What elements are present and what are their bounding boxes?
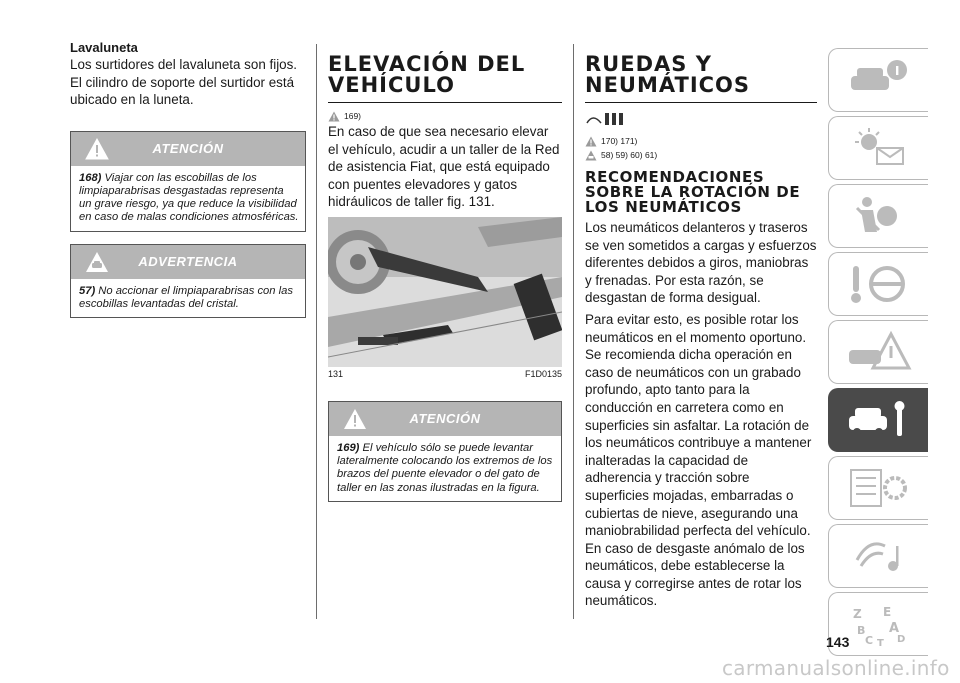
warning-header [71, 245, 305, 279]
reference-line [585, 134, 817, 148]
title-line-2: NEUMÁTICOS [585, 73, 751, 97]
section-paragraph: Los surtidores del lavaluneta son fijos. El cilindro de soporte del surtidor está ubicado en la luneta. [70, 57, 298, 108]
caution-number: 169) [337, 441, 360, 454]
warning-number: 57) [79, 284, 96, 297]
car-wrench-icon [843, 396, 915, 444]
tab-emergency[interactable] [828, 320, 928, 384]
subtitle-line-2: SOBRE LA ROTACIÓN DE [585, 183, 801, 201]
car-warning-small-icon [585, 150, 597, 161]
column-left [70, 40, 306, 318]
title-line-1: RUEDAS Y [585, 52, 712, 76]
subtitle-line-3: LOS NEUMÁTICOS [585, 198, 742, 216]
warning-box [70, 244, 306, 318]
reference-line [585, 148, 817, 162]
caution-label: ATENCIÓN [152, 141, 224, 157]
column-divider [316, 44, 317, 619]
alphabetical-index-icon [843, 600, 915, 648]
caution-triangle-icon [85, 138, 109, 160]
section-title [328, 40, 562, 103]
column-middle [328, 40, 562, 502]
title-line-1: ELEVACIÓN DEL [328, 52, 526, 76]
section-paragraph: En caso de que sea necesario elevar el vehículo, acudir a un taller de la Red de asistencia Fiat, que está equipado con puentes elevadores y gatos hidráulicos de taller fig. 131. [328, 124, 560, 210]
multimedia-icon [843, 532, 915, 580]
tab-maintenance[interactable] [828, 388, 928, 452]
airbag-safety-icon [843, 192, 915, 240]
figure-code: F1D0135 [524, 368, 562, 379]
steering-key-icon [843, 260, 915, 308]
caution-box [328, 401, 562, 502]
tab-multimedia[interactable] [828, 524, 928, 588]
specs-gear-icon [843, 464, 915, 512]
page-number: 143 [826, 634, 850, 650]
chapter-tabs [828, 48, 928, 660]
figure-number: 131 [328, 368, 344, 379]
lift-points-illustration [328, 217, 562, 367]
warning-text [71, 279, 305, 317]
svg-text:E: E [882, 605, 891, 619]
subsection-title [585, 170, 817, 215]
tab-car-info[interactable] [828, 48, 928, 112]
column-right [585, 40, 817, 610]
tab-technical-data[interactable] [828, 456, 928, 520]
tyre-symbol-icon [585, 109, 635, 129]
caution-label: ATENCIÓN [409, 411, 481, 427]
tab-warning-lights[interactable] [828, 116, 928, 180]
caution-header [71, 132, 305, 166]
section-heading: Lavaluneta [70, 40, 138, 55]
caution-text [71, 166, 305, 231]
svg-text:B: B [856, 624, 865, 637]
reference-numbers: 170) 171) [601, 136, 638, 146]
caution-body: El vehículo sólo se puede levantar lateralmente colocando los extremos de los brazos del puente elevador o del gato de taller en las zonas ilustradas en la figura. [337, 441, 553, 494]
vehicle-lift-figure [328, 217, 562, 367]
car-warning-icon [85, 251, 109, 273]
car-info-icon [843, 56, 915, 104]
tab-safety[interactable] [828, 184, 928, 248]
column-divider [573, 44, 574, 619]
caution-header [329, 402, 561, 436]
watermark: carmanualsonline.info [722, 656, 950, 680]
reference-numbers: 169) [344, 111, 362, 121]
section-paragraph: Para evitar esto, es posible rotar los neumáticos en el momento oportuno. Se recomienda dicha operación en caso de neumáticos con un grabado profundo, apto tanto para la conducción en carretera como en superficies sin asfaltar. La rotación de los neumáticos contribuye a mantener inalteradas la capacidad de adherencia y tracción sobre superficies mojadas, embarradas o cubiertas de nieve, asegurando una maniobrabilidad perfecta del vehículo. En caso de desgaste anómalo de los neumáticos, debe establecerse la causa y corregirse antes de rotar los neumáticos. [585, 311, 812, 609]
svg-text:C: C [864, 634, 873, 647]
svg-text:D: D [896, 634, 905, 645]
caution-small-icon [585, 136, 597, 147]
figure-caption [328, 369, 562, 379]
svg-text:A: A [888, 621, 899, 636]
subtitle-line-1: RECOMENDACIONES [585, 168, 765, 186]
caution-small-icon [328, 111, 340, 122]
caution-body: Viajar con las escobillas de los limpiaparabrisas desgastadas representa un grave riesgo, ya que reduce la visibilidad en caso de malas condiciones atmosféricas. [79, 171, 299, 224]
svg-text:Z: Z [852, 607, 862, 621]
tab-starting-driving[interactable] [828, 252, 928, 316]
reference-line [328, 109, 562, 123]
section-paragraph: Los neumáticos delanteros y traseros se ven sometidos a cargas y esfuerzos diferentes debidos a giros, maniobras y frenadas. Por esta razón, se desgastan de forma desigual. [585, 220, 817, 306]
warning-label: ADVERTENCIA [138, 254, 238, 270]
caution-triangle-icon [343, 408, 367, 430]
caution-number: 168) [79, 171, 102, 184]
breakdown-triangle-icon [843, 328, 915, 376]
warning-body: No accionar el limpiaparabrisas con las escobillas levantadas del cristal. [79, 284, 293, 310]
svg-text:T: T [876, 638, 884, 648]
warning-lights-icon [843, 124, 915, 172]
caution-box [70, 131, 306, 232]
section-title [585, 40, 817, 103]
caution-text [329, 436, 561, 501]
reference-numbers: 58) 59) 60) 61) [601, 150, 658, 160]
title-line-2: VEHÍCULO [328, 73, 455, 97]
